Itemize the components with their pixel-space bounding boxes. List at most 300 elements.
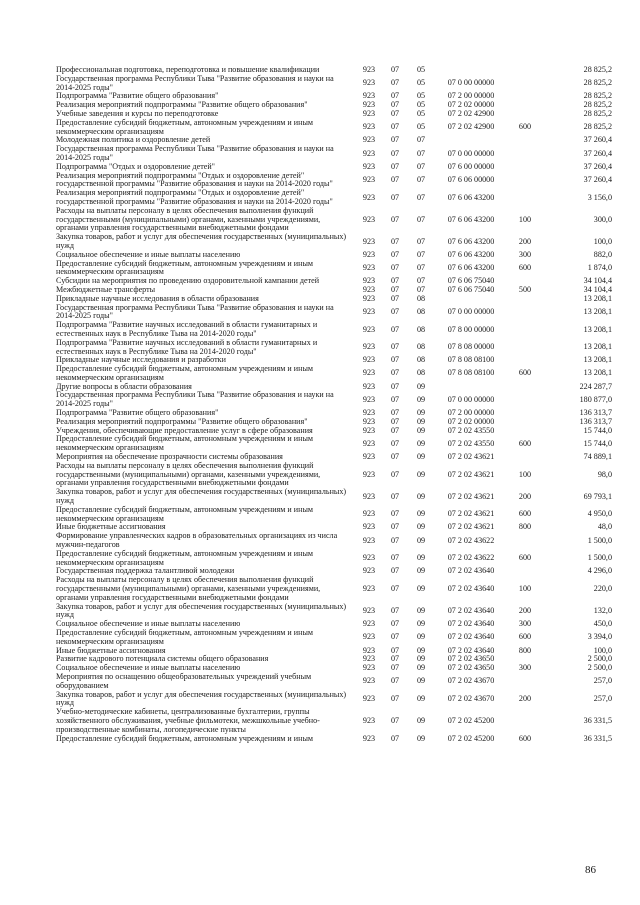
table-row [56, 435, 612, 453]
row-target-article: 07 8 08 00000 [447, 342, 495, 352]
row-target-article: 07 2 02 43640 [447, 619, 495, 629]
table-row [56, 550, 612, 568]
table-row [56, 207, 612, 233]
row-section: 07 [390, 108, 400, 118]
row-section: 07 [390, 715, 400, 725]
row-subsection: 09 [416, 394, 426, 404]
row-subsection: 08 [416, 306, 426, 316]
row-ved: 923 [362, 676, 376, 686]
row-section: 07 [390, 249, 400, 259]
row-section: 07 [390, 663, 400, 673]
row-target-article: 07 2 02 43640 [447, 645, 495, 655]
row-target-article: 07 2 02 43550 [447, 438, 495, 448]
row-expense-type: 600 [518, 438, 532, 448]
row-amount: 37 260,4 [583, 161, 612, 171]
row-expense-type [508, 409, 542, 418]
row-section: 07 [390, 654, 400, 664]
table-row [56, 506, 612, 524]
row-expense-type [508, 673, 542, 691]
row-section: 07 [390, 236, 400, 246]
row-amount: 98,0 [597, 469, 612, 479]
row-subsection: 09 [416, 408, 426, 418]
budget-table [56, 66, 612, 743]
row-target-article: 07 2 00 00000 [447, 91, 495, 101]
row-name: Предоставление субсидий бюджетным, автономным учреждениям и иным некоммерческим организациям [56, 258, 314, 277]
row-subsection: 07 [416, 284, 426, 294]
row-amount: 3 394,0 [587, 632, 612, 642]
row-ved: 923 [362, 100, 376, 110]
row-name: Государственная программа Республики Тыва "Развитие образования и науки на 2014-2025 годы" [56, 73, 334, 92]
row-subsection: 09 [416, 645, 426, 655]
row-amount: 2 500,0 [587, 663, 612, 673]
row-target-article: 07 2 02 43621 [447, 469, 495, 479]
row-target-article: 07 8 08 08100 [447, 355, 495, 365]
table-row [56, 260, 612, 278]
row-ved: 923 [362, 306, 376, 316]
row-amount: 300,0 [593, 214, 612, 224]
row-expense-type: 600 [518, 632, 532, 642]
row-section: 07 [390, 535, 400, 545]
row-subsection: 09 [416, 733, 426, 743]
row-subsection: 09 [416, 491, 426, 501]
row-name: Предоставление субсидий бюджетным, автономным учреждениям и иным [56, 733, 314, 743]
row-ved: 923 [362, 394, 376, 404]
row-expense-type [508, 339, 542, 357]
row-expense-type [508, 110, 542, 119]
row-name: Закупка товаров, работ и услуг для обеспечения государственных (муниципальных) нужд [56, 232, 347, 250]
row-section: 07 [390, 676, 400, 686]
row-subsection: 09 [416, 452, 426, 462]
row-amount: 13 208,1 [583, 355, 612, 365]
row-section: 07 [390, 135, 400, 145]
row-target-article: 07 2 02 43640 [447, 606, 495, 615]
row-amount: 132,0 [593, 606, 612, 615]
row-section: 07 [390, 416, 400, 426]
row-target-article: 07 2 02 43622 [447, 553, 495, 563]
row-expense-type: 600 [518, 262, 532, 272]
row-ved: 923 [362, 654, 376, 664]
row-amount: 1 500,0 [587, 553, 612, 563]
row-subsection: 07 [416, 192, 426, 202]
row-section: 07 [390, 324, 400, 334]
row-ved: 923 [362, 135, 376, 145]
row-amount: 15 744,0 [583, 438, 612, 448]
row-ved: 923 [362, 469, 376, 479]
row-expense-type [508, 453, 542, 462]
row-subsection: 09 [416, 619, 426, 629]
row-expense-type [508, 708, 542, 734]
row-subsection: 05 [416, 122, 426, 132]
row-target-article: 07 0 00 00000 [447, 306, 495, 316]
row-section: 07 [390, 192, 400, 202]
row-ved: 923 [362, 284, 376, 294]
row-section: 07 [390, 394, 400, 404]
row-ved: 923 [362, 355, 376, 365]
row-expense-type [508, 172, 542, 190]
row-section: 07 [390, 733, 400, 743]
row-amount: 180 877,0 [579, 394, 612, 404]
row-section: 07 [390, 355, 400, 365]
row-section: 07 [390, 491, 400, 501]
row-subsection: 08 [416, 293, 426, 303]
row-expense-type [508, 75, 542, 93]
row-ved: 923 [362, 174, 376, 184]
row-name: Предоставление субсидий бюджетным, автономным учреждениям и иным некоммерческим организациям [56, 117, 314, 136]
row-subsection: 09 [416, 553, 426, 563]
row-subsection: 09 [416, 693, 426, 703]
row-subsection: 08 [416, 355, 426, 365]
row-amount: 1 874,0 [587, 262, 612, 272]
row-target-article: 07 6 06 43200 [447, 192, 495, 202]
row-section: 07 [390, 78, 400, 88]
row-expense-type [508, 101, 542, 110]
row-expense-type: 300 [518, 249, 532, 259]
row-ved: 923 [362, 368, 376, 378]
row-subsection: 09 [416, 438, 426, 448]
table-row [56, 75, 612, 93]
row-expense-type [508, 304, 542, 322]
table-row [56, 321, 612, 339]
row-expense-type: 200 [518, 606, 532, 615]
row-ved: 923 [362, 214, 376, 224]
row-target-article: 07 2 02 42900 [447, 122, 495, 132]
row-expense-type [508, 321, 542, 339]
row-amount: 4 296,0 [587, 566, 612, 576]
row-expense-type: 300 [518, 663, 532, 673]
row-section: 07 [390, 381, 400, 391]
row-amount: 13 208,1 [583, 324, 612, 334]
row-ved: 923 [362, 262, 376, 272]
table-row [56, 691, 612, 709]
row-subsection: 09 [416, 522, 426, 532]
row-ved: 923 [362, 584, 376, 594]
row-amount: 136 313,7 [579, 416, 612, 426]
row-section: 07 [390, 553, 400, 563]
table-row [56, 532, 612, 550]
row-amount: 257,0 [593, 676, 612, 686]
row-expense-type: 100 [518, 214, 532, 224]
row-subsection: 09 [416, 535, 426, 545]
row-expense-type [508, 145, 542, 163]
row-ved: 923 [362, 619, 376, 629]
row-expense-type: 800 [518, 645, 532, 655]
table-row [56, 488, 612, 506]
row-subsection: 07 [416, 236, 426, 246]
row-amount: 2 500,0 [587, 654, 612, 664]
row-section: 07 [390, 645, 400, 655]
table-row [56, 189, 612, 207]
row-name: Профессиональная подготовка, переподготовка и повышение квалификации [56, 65, 320, 74]
row-target-article: 07 2 02 43650 [447, 654, 495, 664]
row-expense-type: 600 [518, 122, 532, 132]
row-name: Учебные заведения и курсы по переподготовке [56, 108, 219, 118]
row-amount: 36 331,5 [583, 715, 612, 725]
row-target-article [434, 295, 508, 304]
row-ved: 923 [362, 425, 376, 435]
row-ved: 923 [362, 108, 376, 118]
row-name: Межбюджетные трансферты [56, 284, 156, 294]
row-target-article: 07 2 02 43640 [447, 566, 495, 576]
row-amount: 37 260,4 [583, 148, 612, 158]
row-subsection: 05 [416, 91, 426, 101]
row-target-article: 07 2 02 43621 [447, 509, 495, 519]
row-amount: 13 208,1 [583, 293, 612, 303]
row-ved: 923 [362, 236, 376, 246]
row-section: 07 [390, 509, 400, 519]
row-ved: 923 [362, 452, 376, 462]
row-target-article: 07 2 02 43621 [447, 452, 495, 462]
row-ved: 923 [362, 566, 376, 576]
row-target-article: 07 2 02 43640 [447, 632, 495, 642]
row-target-article: 07 2 02 43550 [447, 425, 495, 435]
row-name: Предоставление субсидий бюджетным, автономным учреждениям и иным некоммерческим организациям [56, 504, 314, 523]
row-amount: 37 260,4 [583, 135, 612, 145]
row-amount: 1 500,0 [587, 535, 612, 545]
row-subsection: 09 [416, 566, 426, 576]
row-ved: 923 [362, 416, 376, 426]
row-name: Государственная программа Республики Тыва "Развитие образования и науки на 2014-2025 годы" [56, 302, 334, 321]
row-subsection: 07 [416, 148, 426, 158]
row-amount: 13 208,1 [583, 306, 612, 316]
row-name: Учреждения, обеспечивающие предоставление услуг в сфере образования [56, 425, 313, 435]
row-target-article: 07 6 06 43200 [447, 262, 495, 272]
row-expense-type [508, 567, 542, 576]
table-row [56, 462, 612, 488]
row-target-article: 07 2 02 43640 [447, 584, 495, 594]
row-section: 07 [390, 566, 400, 576]
row-section: 07 [390, 438, 400, 448]
row-section: 07 [390, 65, 400, 74]
row-ved: 923 [362, 645, 376, 655]
row-section: 07 [390, 368, 400, 378]
page-number: 86 [585, 864, 596, 876]
row-target-article: 07 6 06 00000 [447, 174, 495, 184]
row-target-article: 07 6 06 75040 [447, 276, 495, 286]
row-target-article: 07 6 06 43200 [447, 249, 495, 259]
row-expense-type: 600 [518, 733, 532, 743]
row-expense-type [508, 295, 542, 304]
row-target-article: 07 6 00 00000 [447, 161, 495, 171]
row-name: Развитие кадрового потенциала системы общего образования [56, 654, 269, 664]
row-target-article: 07 2 00 00000 [447, 408, 495, 418]
row-name: Реализация мероприятий подпрограммы "Отдых и оздоровление детей" государственной программы "Развитие образования и науки на 2014-2020 годы" [56, 188, 333, 206]
row-section: 07 [390, 606, 400, 615]
row-expense-type: 200 [518, 236, 532, 246]
row-expense-type [508, 163, 542, 172]
table-row [56, 708, 612, 734]
row-subsection: 05 [416, 100, 426, 110]
row-ved: 923 [362, 122, 376, 132]
row-ved: 923 [362, 324, 376, 334]
row-amount: 34 104,4 [583, 284, 612, 294]
row-subsection: 09 [416, 509, 426, 519]
row-amount: 882,0 [593, 249, 612, 259]
row-target-article: 07 2 02 43650 [447, 663, 495, 673]
row-subsection: 08 [416, 324, 426, 334]
row-subsection: 07 [416, 214, 426, 224]
row-name: Подпрограмма "Развитие общего образования" [56, 91, 219, 101]
row-subsection: 07 [416, 161, 426, 171]
row-section: 07 [390, 262, 400, 272]
row-subsection: 09 [416, 425, 426, 435]
row-name: Реализация мероприятий подпрограммы "Отдых и оздоровление детей" государственной программы "Развитие образования и науки на 2014-2020 годы" [56, 170, 333, 189]
row-subsection: 08 [416, 342, 426, 352]
row-expense-type [508, 66, 542, 75]
row-section: 07 [390, 584, 400, 594]
row-name: Подпрограмма "Развитие общего образования" [56, 408, 219, 418]
row-name: Подпрограмма "Отдых и оздоровление детей" [56, 161, 215, 171]
row-target-article: 07 2 02 00000 [447, 416, 495, 426]
row-subsection: 07 [416, 135, 426, 145]
row-name: Социальное обеспечение и иные выплаты населению [56, 619, 241, 629]
row-subsection: 09 [416, 584, 426, 594]
row-amount: 37 260,4 [583, 174, 612, 184]
row-amount: 136 313,7 [579, 408, 612, 418]
row-amount: 450,0 [593, 619, 612, 629]
row-target-article: 07 2 02 43670 [447, 676, 495, 686]
row-name: Социальное обеспечение и иные выплаты населению [56, 663, 241, 673]
row-amount: 3 156,0 [587, 192, 612, 202]
row-amount: 100,0 [593, 645, 612, 655]
row-ved: 923 [362, 553, 376, 563]
row-section: 07 [390, 619, 400, 629]
row-name: Предоставление субсидий бюджетным, автономным учреждениям и иным некоммерческим организациям [56, 434, 314, 453]
row-section: 07 [390, 100, 400, 110]
row-subsection: 09 [416, 632, 426, 642]
row-ved: 923 [362, 192, 376, 202]
row-amount: 28 825,2 [583, 100, 612, 110]
row-amount: 257,0 [593, 693, 612, 703]
row-name: Другие вопросы в области образования [56, 381, 192, 391]
row-name: Предоставление субсидий бюджетным, автономным учреждениям и иным некоммерческим организациям [56, 548, 314, 567]
row-amount: 36 331,5 [583, 733, 612, 743]
row-subsection: 05 [416, 78, 426, 88]
row-ved: 923 [362, 408, 376, 418]
row-expense-type: 100 [518, 469, 532, 479]
row-name: Расходы на выплаты персоналу в целях обеспечения выполнения функций государственными (муниципальными) органами, казенными учреждениями, органами управления государственными внебюджетными фондами [56, 460, 321, 488]
row-target-article: 07 0 00 00000 [447, 78, 495, 88]
table-row [56, 673, 612, 691]
row-amount: 100,0 [593, 236, 612, 246]
row-name: Предоставление субсидий бюджетным, автономным учреждениям и иным некоммерческим организациям [56, 364, 314, 382]
row-ved: 923 [362, 715, 376, 725]
row-expense-type: 500 [518, 284, 532, 294]
row-expense-type: 800 [518, 522, 532, 532]
row-ved: 923 [362, 148, 376, 158]
row-section: 07 [390, 408, 400, 418]
table-row [56, 629, 612, 647]
row-subsection: 09 [416, 715, 426, 725]
row-section: 07 [390, 293, 400, 303]
row-name: Расходы на выплаты персоналу в целях обеспечения выполнения функций государственными (муниципальными) органами, казенными учреждениями, органами управления государственными внебюджетными фондами [56, 205, 321, 233]
row-name: Мероприятия по оснащению общеобразовательных учреждений учебным оборудованием [56, 671, 312, 690]
row-name: Прикладные научные исследования в области образования [56, 293, 259, 303]
row-name: Расходы на выплаты персоналу в целях обеспечения выполнения функций государственными (муниципальными) органами, казенными учреждениями, органами управления государственными внебюджетными фондами [56, 575, 321, 602]
row-ved: 923 [362, 293, 376, 303]
row-target-article: 07 6 06 75040 [447, 284, 495, 294]
row-subsection: 05 [416, 108, 426, 118]
row-target-article [434, 383, 508, 392]
row-target-article: 07 2 02 42900 [447, 108, 495, 118]
row-subsection: 08 [416, 368, 426, 378]
table-body [56, 66, 612, 743]
row-amount: 74 889,1 [583, 452, 612, 462]
table-row [56, 304, 612, 322]
row-name: Закупка товаров, работ и услуг для обеспечения государственных (муниципальных) нужд [56, 601, 347, 620]
row-amount: 48,0 [597, 522, 612, 532]
row-subsection: 09 [416, 663, 426, 673]
row-ved: 923 [362, 733, 376, 743]
row-subsection: 07 [416, 249, 426, 259]
row-name: Государственная поддержка талантливой молодежи [56, 566, 235, 576]
row-subsection: 09 [416, 416, 426, 426]
row-subsection: 07 [416, 174, 426, 184]
row-section: 07 [390, 122, 400, 132]
row-expense-type [508, 532, 542, 550]
row-section: 07 [390, 522, 400, 532]
row-target-article: 07 2 02 43621 [447, 522, 495, 532]
row-section: 07 [390, 425, 400, 435]
row-ved: 923 [362, 438, 376, 448]
row-target-article: 07 6 06 43200 [447, 214, 495, 224]
row-target-article: 07 2 02 00000 [447, 100, 495, 110]
row-name: Прикладные научные исследования и разработки [56, 355, 226, 365]
row-target-article: 07 0 00 00000 [447, 394, 495, 404]
row-name: Учебно-методические кабинеты, централизованные бухгалтерии, группы хозяйственного обслуживания, учебные фильмотеки, межшкольные учебно-производственные комбинаты, логопедические пункты [56, 707, 320, 734]
row-expense-type: 600 [518, 368, 532, 378]
table-row [56, 339, 612, 357]
row-expense-type: 100 [518, 584, 532, 594]
row-ved: 923 [362, 491, 376, 501]
row-expense-type: 200 [518, 693, 532, 703]
table-row [56, 365, 612, 383]
row-section: 07 [390, 632, 400, 642]
row-name: Подпрограмма "Развитие научных исследований в области гуманитарных и естественных наук в Республике Тыва на 2014-2020 годы" [56, 320, 318, 338]
table-row [56, 172, 612, 190]
row-amount: 28 825,2 [583, 65, 612, 74]
row-subsection: 07 [416, 262, 426, 272]
row-name: Социальное обеспечение и иные выплаты населению [56, 249, 241, 259]
row-ved: 923 [362, 663, 376, 673]
row-name: Иные бюджетные ассигнования [56, 522, 166, 532]
row-target-article: 07 0 00 00000 [447, 148, 495, 158]
row-subsection: 09 [416, 606, 426, 615]
row-amount: 13 208,1 [583, 368, 612, 378]
row-ved: 923 [362, 342, 376, 352]
row-subsection: 07 [416, 276, 426, 286]
row-target-article: 07 6 06 43200 [447, 236, 495, 246]
row-section: 07 [390, 306, 400, 316]
row-subsection: 09 [416, 381, 426, 391]
row-name: Молодежная политика и оздоровление детей [56, 135, 211, 145]
row-section: 07 [390, 174, 400, 184]
row-ved: 923 [362, 65, 376, 74]
row-expense-type [508, 427, 542, 436]
row-section: 07 [390, 342, 400, 352]
row-name: Мероприятия на обеспечение прозрачности системы образования [56, 452, 283, 462]
row-name: Закупка товаров, работ и услуг для обеспечения государственных (муниципальных) нужд [56, 487, 347, 506]
row-target-article: 07 2 02 43670 [447, 693, 495, 703]
row-expense-type [508, 92, 542, 101]
row-ved: 923 [362, 535, 376, 545]
row-name: Закупка товаров, работ и услуг для обеспечения государственных (муниципальных) нужд [56, 689, 347, 708]
table-row [56, 576, 612, 602]
row-expense-type: 600 [518, 509, 532, 519]
row-expense-type: 300 [518, 619, 532, 629]
row-expense-type [508, 189, 542, 207]
row-expense-type [508, 136, 542, 145]
row-amount: 28 825,2 [583, 78, 612, 88]
